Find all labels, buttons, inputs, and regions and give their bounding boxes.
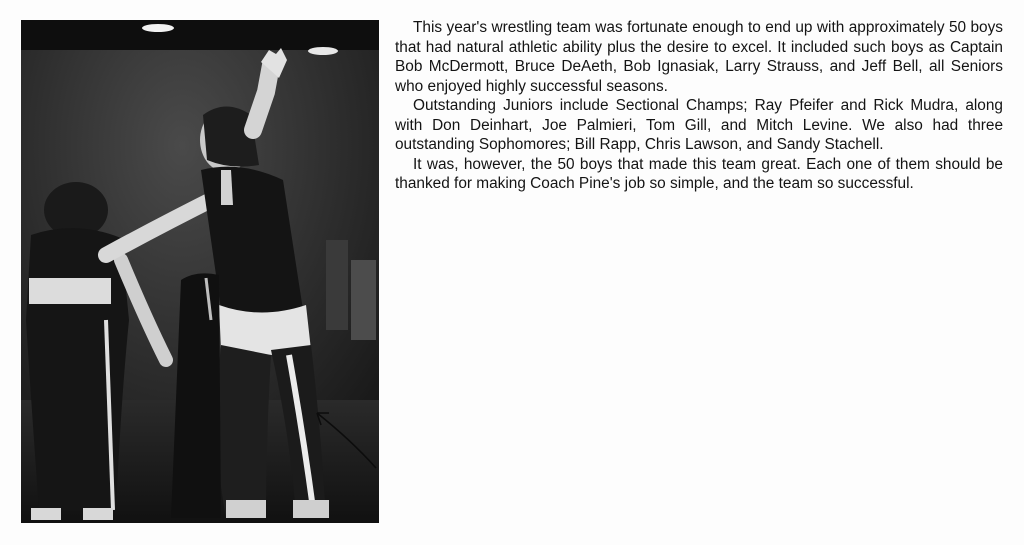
paragraph-seniors: This year's wrestling team was fortunate enough to end up with approximately 50 boys that had natural athletic ability plus the desire to excel. It included such boys as Captain Bob McDermott, Bruce DeAeth, Bob Ignasiak, Larry Strauss, and Jeff Bell, all Seniors who enjoyed highly successful seasons. — [395, 19, 1003, 95]
paragraph-team: It was, however, the 50 boys that made this team great. Each one of them should be thanked for making Coach Pine's job so simple, and the team so successful. — [395, 155, 1003, 192]
paragraph-juniors: Outstanding Juniors include Sectional Champs; Ray Pfeifer and Rick Mudra, along with Don Deinhart, Joe Palmieri, Tom Gill, and Mitch Levine. We also had three outstanding Sophomores; Bill Rapp, Chris Lawson, and Sandy Stachell. — [395, 97, 1003, 153]
wrestling-photo — [21, 20, 379, 523]
wrestling-photo-image — [21, 20, 379, 523]
article-body — [395, 18, 1003, 194]
